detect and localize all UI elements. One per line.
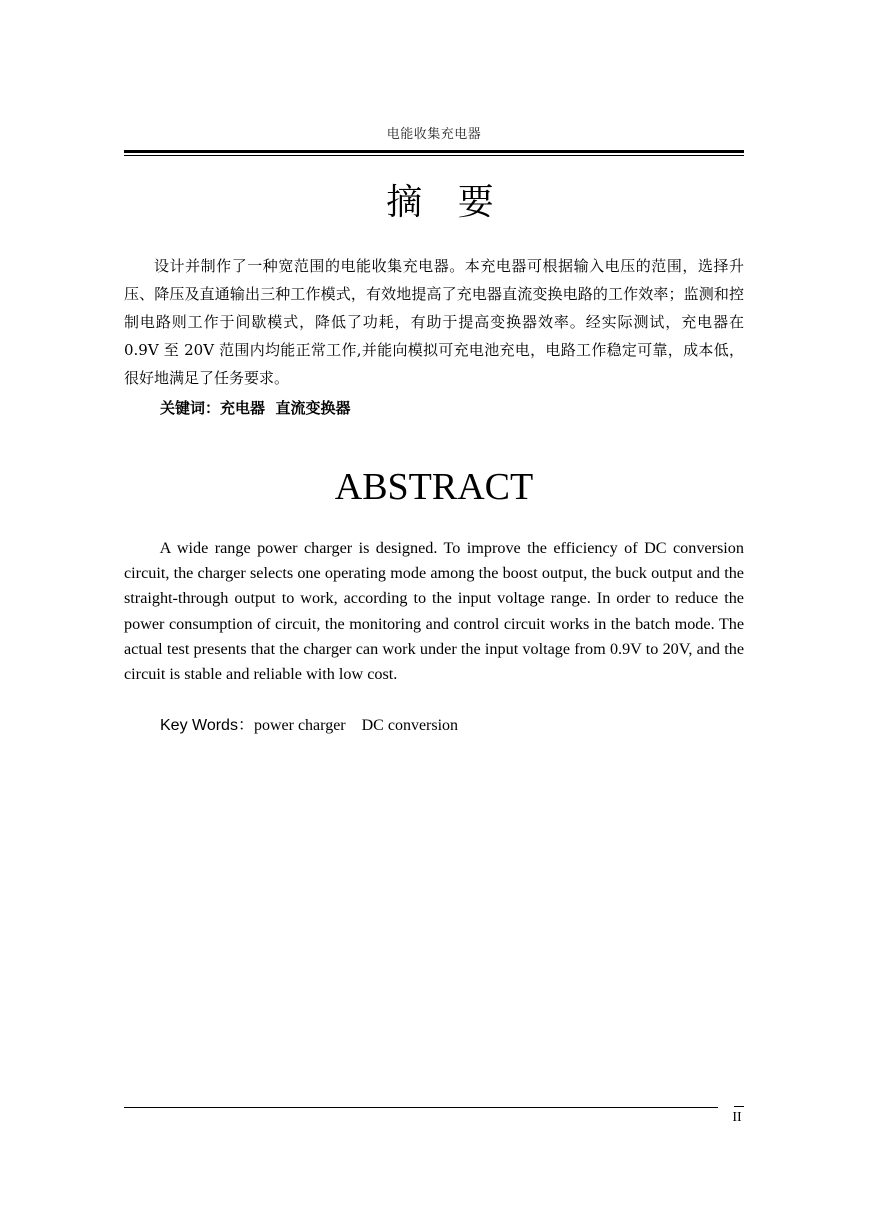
- chinese-keywords: 关键词：充电器 直流变换器: [160, 399, 351, 417]
- header-rule-thick: [124, 150, 744, 153]
- running-header: 电能收集充电器: [386, 127, 482, 142]
- english-keywords: [160, 714, 458, 738]
- english-keywords-label: Key Words：: [160, 717, 254, 734]
- header-rule-thin: [124, 155, 744, 156]
- footer-rule: [124, 1107, 718, 1108]
- chinese-abstract-title: 摘 要: [386, 182, 506, 223]
- page-number-mark: [734, 1106, 744, 1107]
- page-number: II: [732, 1110, 742, 1125]
- chinese-abstract-body: 设计并制作了一种宽范围的电能收集充电器。本充电器可根据输入电压的范围，选择升压、降压及直通输出三种工作模式，有效地提高了充电器直流变换电路的工作效率；监测和控制电路则工作于间歇模式，降低了功耗，有助于提高变换器效率。经实际测试，充电器在 0.9V 至 20V 范围内均能正常工作,并能向模拟可充电池充电，电路工作稳定可靠，成本低，很好地满足了任务要求。: [124, 257, 744, 387]
- english-abstract-title: ABSTRACT: [334, 466, 534, 508]
- english-abstract-body: A wide range power charger is designed. To improve the efficiency of DC conversion circuit, the charger selects one operating mode among the boost output, the buck output and the straight-through output to work, according to the input voltage range. In order to reduce the power consumption of circuit, the monitoring and control circuit works in the batch mode. The actual test presents that the charger can work under the input voltage from 0.9V to 20V, and the circuit is stable and reliable with low cost.: [124, 539, 744, 684]
- english-keywords-value: power charger DC conversion: [253, 717, 459, 734]
